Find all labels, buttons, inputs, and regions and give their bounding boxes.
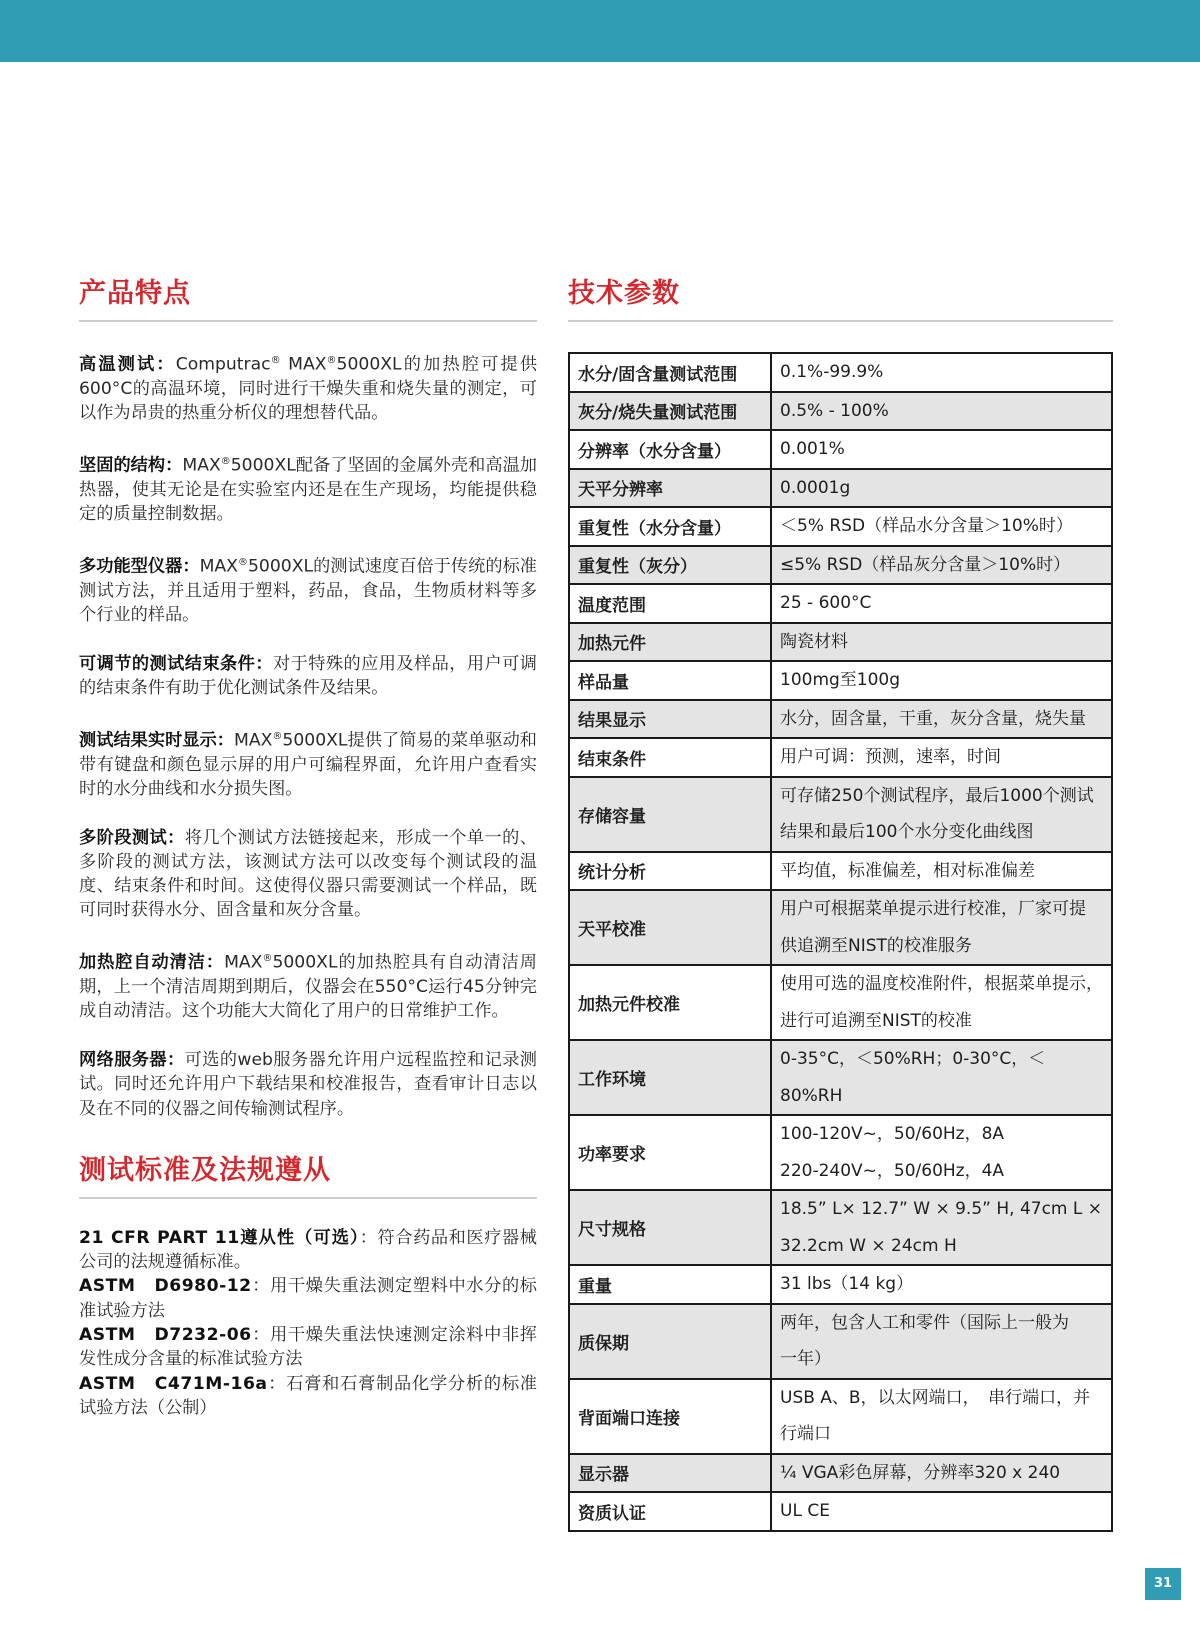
- feature-text: 对于特殊的应用及样品，用户可调的结束条件有助于优化测试条件及结果。: [79, 653, 537, 699]
- feature-mid: MAX: [280, 354, 327, 375]
- spec-value: [771, 1040, 1112, 1115]
- spec-row: [569, 1379, 1112, 1454]
- spec-label: 加热元件校准: [569, 965, 771, 1040]
- spec-value-line: 100mg至100g: [780, 670, 901, 690]
- spec-row: [569, 738, 1112, 777]
- spec-label: 结束条件: [569, 738, 771, 777]
- feature-pre: MAX: [234, 730, 273, 751]
- spec-value-line: 一年）: [780, 1349, 831, 1369]
- standard-code: 21 CFR PART 11遵从性（可选）: [79, 1227, 360, 1248]
- standard-item: [79, 1226, 537, 1275]
- spec-label: 背面端口连接: [569, 1379, 771, 1454]
- feature-title: 加热腔自动清洁：: [79, 952, 225, 973]
- feature-text: 5000XL的加热腔可提供600°C的高温环境，同时进行干燥失重和烧失量的测定，可以作为昂贵的热重分析仪的理想替代品。: [79, 354, 538, 424]
- spec-value-line: 平均值，标准偏差，相对标准偏差: [780, 860, 1035, 881]
- feature-title: 网络服务器：: [79, 1049, 185, 1070]
- spec-value-line: 使用可选的温度校准附件，根据菜单提示，: [780, 974, 1103, 994]
- feature-text: 5000XL的测试速度百倍于传统的标准测试方法，并且适用于塑料，药品，食品，生物质材料等多个行业的样品。: [79, 556, 537, 626]
- specs-table: [568, 352, 1113, 1532]
- spec-label: 重复性（水分含量）: [569, 507, 771, 546]
- feature-pre: MAX: [199, 556, 238, 577]
- spec-value-line: 220-240V~，50/60Hz，4A: [780, 1160, 1005, 1181]
- spec-label: 结果显示: [569, 700, 771, 739]
- spec-value-line: 陶瓷材料: [780, 631, 848, 652]
- spec-value: [771, 1265, 1112, 1304]
- spec-value-line: 0.001%: [780, 439, 845, 459]
- feature-title: 测试结果实时显示：: [79, 730, 235, 751]
- spec-value: [771, 430, 1112, 469]
- spec-value-line: ≤5% RSD（样品灰分含量＞10%时）: [780, 554, 1071, 575]
- spec-row: [569, 392, 1112, 431]
- spec-row: [569, 1304, 1112, 1379]
- standards-section: [79, 1149, 537, 1420]
- feature-title: 高温测试：: [79, 354, 176, 375]
- spec-value-line: 行端口: [780, 1424, 831, 1444]
- spec-value: [771, 965, 1112, 1040]
- spec-label: 质保期: [569, 1304, 771, 1379]
- spec-value-line: 水分，固含量，干重，灰分含量，烧失量: [780, 708, 1086, 729]
- standard-text: ：用干燥失重法快速测定涂料中非挥发性成分含量的标准试验方法: [79, 1325, 537, 1370]
- standard-item: [79, 1372, 537, 1421]
- standard-text: ：符合药品和医疗器械公司的法规遵循标准。: [79, 1227, 537, 1273]
- spec-value: [771, 353, 1112, 392]
- feature-paragraph: [79, 349, 537, 426]
- spec-row: [569, 852, 1112, 891]
- spec-row: [569, 965, 1112, 1040]
- spec-label: 样品量: [569, 661, 771, 700]
- feature-paragraph: [79, 551, 537, 628]
- spec-row: [569, 623, 1112, 662]
- feature-sup: ®: [272, 730, 283, 742]
- spec-label: 水分/固含量测试范围: [569, 353, 771, 392]
- standards-list: [79, 1226, 537, 1420]
- spec-value-line: 0.1%-99.9%: [780, 362, 884, 382]
- feature-sup: ®: [220, 455, 231, 467]
- spec-label: 天平分辨率: [569, 469, 771, 508]
- spec-value-line: 结果和最后100个水分变化曲线图: [780, 822, 1034, 842]
- standard-item: [79, 1274, 537, 1323]
- feature-text: 5000XL配备了坚固的金属外壳和高温加热器，使其无论是在实验室内还是在生产现场，均能提供稳定的质量控制数据。: [79, 455, 537, 525]
- spec-label: 显示器: [569, 1454, 771, 1493]
- spec-label: 重量: [569, 1265, 771, 1304]
- spec-value: [771, 507, 1112, 546]
- spec-label: 灰分/烧失量测试范围: [569, 392, 771, 431]
- spec-row: [569, 353, 1112, 392]
- feature-title: 坚固的结构：: [79, 455, 183, 476]
- left-column: [79, 272, 537, 1420]
- spec-row: [569, 1190, 1112, 1265]
- feature-title: 多功能型仪器：: [79, 556, 200, 577]
- spec-value-line: 31 lbs（14 kg）: [780, 1274, 914, 1294]
- spec-label: 存储容量: [569, 777, 771, 852]
- feature-sup: ®: [237, 556, 248, 568]
- spec-value-line: 18.5” L× 12.7” W × 9.5” H, 47cm L ×: [780, 1199, 1103, 1219]
- spec-value: [771, 392, 1112, 431]
- spec-value-line: UL CE: [780, 1501, 830, 1521]
- spec-value-line: ¼ VGA彩色屏幕，分辨率320 x 240: [780, 1462, 1061, 1483]
- feature-paragraph: [79, 725, 537, 802]
- spec-value-line: 100-120V~，50/60Hz，8A: [780, 1124, 1005, 1144]
- spec-value-line: 0.0001g: [780, 477, 851, 498]
- feature-pre: Computrac: [175, 354, 271, 375]
- specs-heading: 技术参数: [568, 272, 1113, 322]
- spec-value: [771, 738, 1112, 777]
- spec-label: 重复性（灰分）: [569, 546, 771, 585]
- spec-value: [771, 1454, 1112, 1493]
- spec-row: [569, 546, 1112, 585]
- spec-row: [569, 777, 1112, 852]
- spec-row: [569, 507, 1112, 546]
- spec-value-line: 用户可调：预测，速率，时间: [780, 747, 1001, 767]
- spec-value: [771, 469, 1112, 508]
- spec-value-line: 可存储250个测试程序，最后1000个测试: [780, 785, 1094, 806]
- spec-label: 加热元件: [569, 623, 771, 662]
- feature-pre: MAX: [182, 455, 221, 476]
- spec-row: [569, 1040, 1112, 1115]
- features-list: [79, 349, 537, 1121]
- spec-row: [569, 1115, 1112, 1190]
- spec-value-line: 0.5% - 100%: [780, 400, 889, 421]
- standards-heading: 测试标准及法规遵从: [79, 1149, 537, 1199]
- spec-row: [569, 700, 1112, 739]
- feature-pre: MAX: [224, 952, 263, 973]
- spec-label: 资质认证: [569, 1492, 771, 1531]
- spec-value: [771, 1304, 1112, 1379]
- standard-code: ASTM D6980-12: [79, 1276, 252, 1297]
- spec-value-line: USB A、B，以太网端口， 串行端口，并: [780, 1387, 1091, 1408]
- feature-text: 可选的web服务器允许用户远程监控和记录测试。同时还允许用户下载结果和校准报告，查看审计日志以及在不同的仪器之间传输测试程序。: [79, 1049, 537, 1119]
- feature-title: 可调节的测试结束条件：: [79, 653, 273, 674]
- feature-paragraph: [79, 450, 537, 527]
- spec-value: [771, 546, 1112, 585]
- spec-label: 天平校准: [569, 890, 771, 965]
- feature-sup: ®: [270, 355, 281, 366]
- standard-code: ASTM C471M-16a: [79, 1373, 268, 1394]
- spec-row: [569, 584, 1112, 623]
- standard-code: ASTM D7232-06: [79, 1325, 252, 1346]
- spec-value: [771, 1115, 1112, 1190]
- spec-row: [569, 430, 1112, 469]
- spec-value-line: 进行可追溯至NIST的校准: [780, 1010, 972, 1031]
- spec-label: 统计分析: [569, 852, 771, 891]
- spec-value-line: 32.2cm W × 24cm H: [780, 1235, 957, 1256]
- spec-value: [771, 1190, 1112, 1265]
- feature-text: 5000XL提供了简易的菜单驱动和带有键盘和颜色显示屏的用户可编程界面，允许用户查看实时的水分曲线和水分损失图。: [79, 730, 537, 799]
- spec-value: [771, 777, 1112, 852]
- spec-row: [569, 1454, 1112, 1493]
- right-column: [568, 272, 1113, 1532]
- feature-paragraph: [79, 652, 537, 701]
- spec-value: [771, 890, 1112, 965]
- spec-value-line: 25 - 600°C: [780, 593, 872, 613]
- feature-paragraph: [79, 947, 537, 1024]
- spec-label: 工作环境: [569, 1040, 771, 1115]
- feature-text: 将几个测试方法链接起来，形成一个单一的、多阶段的测试方法，该测试方法可以改变每个测试段的温度、结束条件和时间。这使得仪器只需要测试一个样品，既可同时获得水分、固含量和灰分含量。: [79, 827, 537, 921]
- feature-paragraph: [79, 826, 537, 923]
- feature-sup2: ®: [326, 355, 337, 366]
- spec-value: [771, 1379, 1112, 1454]
- features-heading: 产品特点: [79, 272, 537, 322]
- spec-value-line: 两年，包含人工和零件（国际上一般为: [780, 1312, 1069, 1333]
- feature-paragraph: [79, 1048, 537, 1121]
- spec-value: [771, 661, 1112, 700]
- standard-text: ：用干燥失重法测定塑料中水分的标准试验方法: [79, 1276, 537, 1321]
- standard-text: ：石膏和石膏制品化学分析的标准试验方法（公制）: [79, 1373, 537, 1418]
- spec-label: 功率要求: [569, 1115, 771, 1190]
- spec-value-line: ＜5% RSD（样品水分含量＞10%时）: [780, 516, 1073, 536]
- spec-row: [569, 469, 1112, 508]
- spec-value: [771, 1492, 1112, 1531]
- spec-value: [771, 852, 1112, 891]
- spec-value-line: 用户可根据菜单提示进行校准，厂家可提: [780, 899, 1086, 919]
- feature-title: 多阶段测试：: [79, 827, 185, 848]
- spec-row: [569, 1492, 1112, 1531]
- page-number: 31: [1145, 1568, 1181, 1600]
- spec-label: 尺寸规格: [569, 1190, 771, 1265]
- spec-label: 温度范围: [569, 584, 771, 623]
- spec-row: [569, 661, 1112, 700]
- standard-item: [79, 1323, 537, 1372]
- spec-value-line: 0-35°C，＜50%RH；0-30°C，＜80%RH: [780, 1049, 1046, 1106]
- spec-row: [569, 1265, 1112, 1304]
- spec-label: 分辨率（水分含量）: [569, 430, 771, 469]
- feature-text: 5000XL的加热腔具有自动清洁周期，上一个清洁周期到期后，仪器会在550°C运行45分钟完成自动清洁。这个功能大大简化了用户的日常维护工作。: [79, 952, 537, 1022]
- spec-value: [771, 623, 1112, 662]
- feature-sup: ®: [262, 953, 273, 965]
- spec-value-line: 供追溯至NIST的校准服务: [780, 935, 972, 956]
- spec-value: [771, 584, 1112, 623]
- top-color-band: [0, 0, 1200, 62]
- spec-value: [771, 700, 1112, 739]
- spec-row: [569, 890, 1112, 965]
